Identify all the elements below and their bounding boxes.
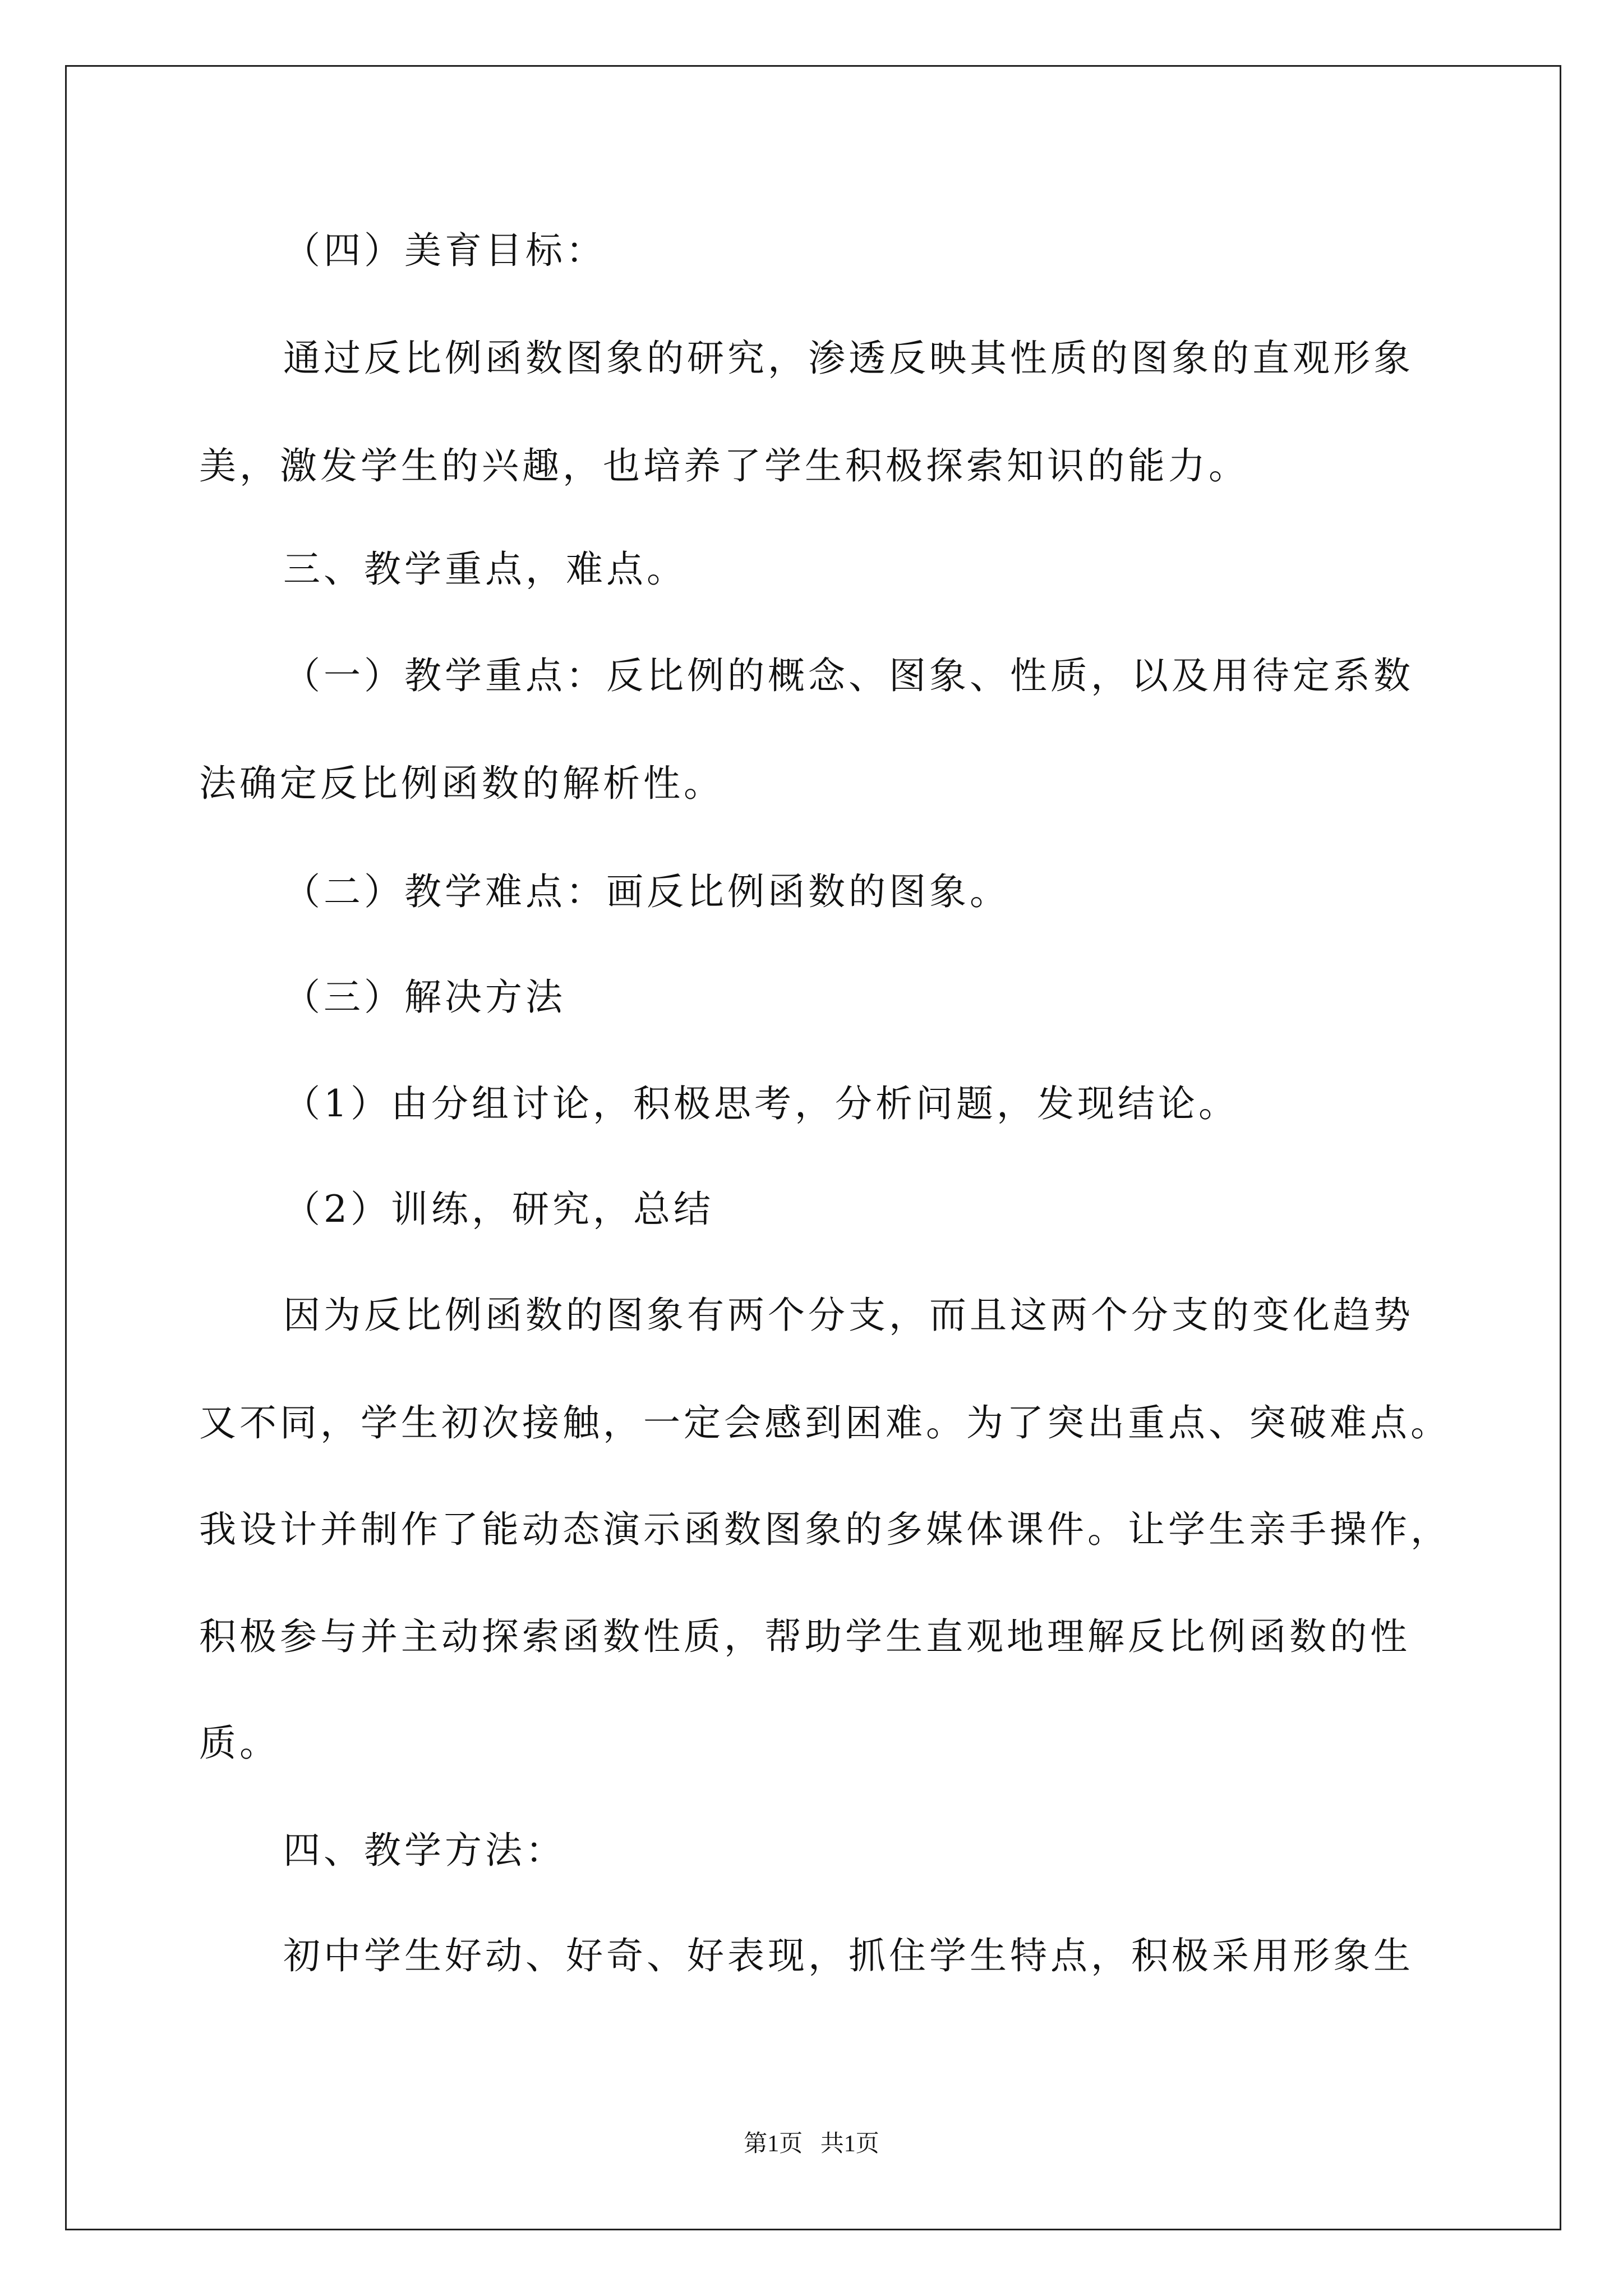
paragraph-line: 美，激发学生的兴趣，也培养了学生积极探索知识的能力。 <box>199 444 1249 487</box>
page-number: 第1页 共1页 <box>744 2131 879 2157</box>
paragraph-line: 又不同，学生初次接触，一定会感到困难。为了突出重点、突破难点。 <box>199 1401 1451 1444</box>
page-border <box>65 65 1561 2230</box>
section-heading-solution: （三）解决方法 <box>283 976 566 1019</box>
paragraph-line: 积极参与并主动探索函数性质，帮助学生直观地理解反比例函数的性 <box>199 1615 1410 1658</box>
section-heading-key-points: 三、教学重点，难点。 <box>283 547 687 591</box>
paragraph-line: 质。 <box>199 1722 280 1765</box>
paragraph-line: （一）教学重点：反比例的概念、图象、性质，以及用待定系数 <box>283 654 1414 697</box>
list-item: （2）训练，研究，总结 <box>283 1188 714 1231</box>
list-item: （1）由分组讨论，积极思考，分析问题，发现结论。 <box>283 1082 1239 1125</box>
paragraph-line: 初中学生好动、好奇、好表现，抓住学生特点，积极采用形象生 <box>283 1934 1414 1977</box>
paragraph-line: 我设计并制作了能动态演示函数图象的多媒体课件。让学生亲手操作， <box>199 1508 1451 1551</box>
paragraph-line: 法确定反比例函数的解析性。 <box>199 762 724 805</box>
section-heading-teaching-method: 四、教学方法： <box>283 1829 566 1872</box>
paragraph-line: （二）教学难点：画反比例函数的图象。 <box>283 870 1010 913</box>
paragraph-line: 因为反比例函数的图象有两个分支，而且这两个分支的变化趋势 <box>283 1294 1414 1337</box>
paragraph-line: 通过反比例函数图象的研究，渗透反映其性质的图象的直观形象 <box>283 337 1414 380</box>
section-heading-aesthetic-goal: （四）美育目标： <box>283 229 606 272</box>
